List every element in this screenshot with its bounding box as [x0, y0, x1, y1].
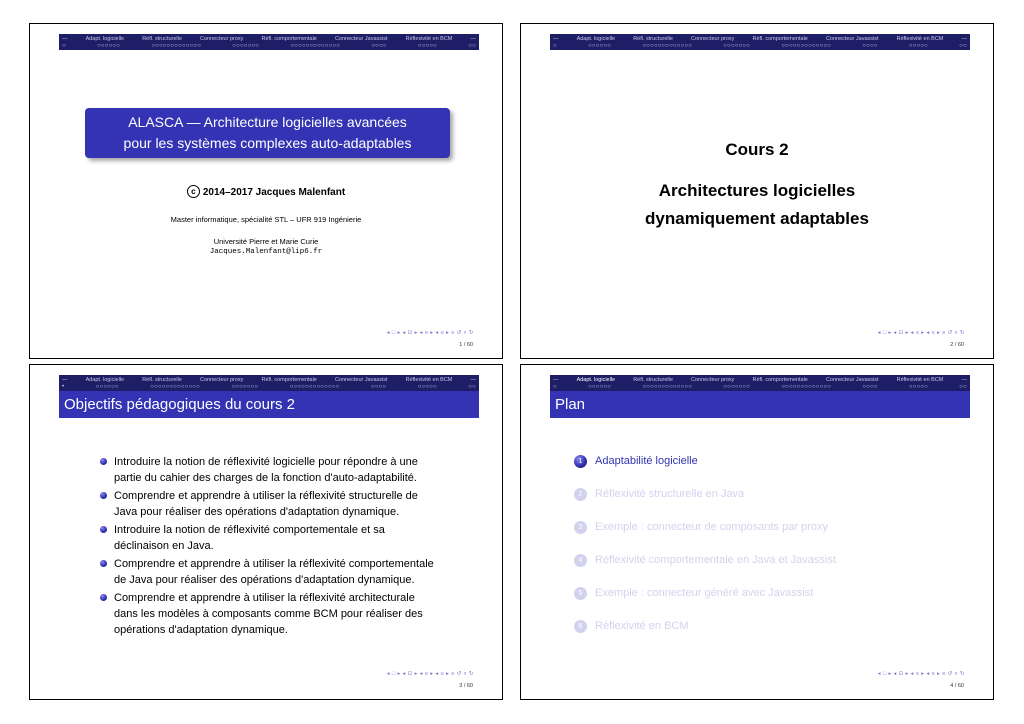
list-item: Comprendre et apprendre à utiliser la réflexivité structurelle de Java pour réaliser des opérations d'adaptation dynamique. [100, 488, 440, 520]
university: Université Pierre et Marie Curie [213, 237, 319, 246]
nav-section-refl-struct[interactable]: Réfl. structurelle [142, 377, 182, 383]
copyright-icon: c [187, 185, 200, 198]
nav-section-proxy[interactable]: Connecteur proxy [200, 36, 244, 42]
list-item: Introduire la notion de réflexivité comportementale et sa déclinaison en Java. [100, 522, 440, 554]
beamer-nav-icons[interactable]: ◂ □ ▸ ◂ ⊡ ▸ ◂ ≡ ▸ ◂ ≡ ▸ ≡ ↺ ⌕ ↻ [386, 330, 474, 336]
section-number-icon: 5 [574, 587, 587, 600]
nav-section-bcm[interactable]: Réflexivité en BCM [896, 377, 944, 383]
slide-3 [29, 364, 503, 700]
nav-section-end[interactable]: — [961, 377, 967, 383]
section-number-icon: 4 [574, 554, 587, 567]
bullet-icon [100, 458, 107, 465]
nav-progress-dots: ○ ○○○○○○ ○○○○○○○○○○○○○ ○○○○○○○ ○○○○○○○○○○○○○ ○○○○ ○○○○○ ○○ [62, 43, 476, 49]
plan-item-reflexivite-structurelle[interactable]: 2 Réflexivité structurelle en Java [574, 488, 836, 521]
nav-section-refl-struct[interactable]: Réfl. structurelle [633, 36, 673, 42]
nav-section-refl-comp[interactable]: Réfl. comportementale [261, 36, 317, 42]
plan-item-connecteur-javassist[interactable]: 5 Exemple : connecteur généré avec Javassist [574, 587, 836, 620]
plan-item-connecteur-proxy[interactable]: 3 Exemple : connecteur de composants par proxy [574, 521, 836, 554]
plan-item-reflexivite-bcm[interactable]: 6 Réflexivité en BCM [574, 620, 836, 653]
nav-section-bcm[interactable]: Réflexivité en BCM [405, 377, 453, 383]
beamer-nav-icons[interactable]: ◂ □ ▸ ◂ ⊡ ▸ ◂ ≡ ▸ ◂ ≡ ▸ ≡ ↺ ⌕ ↻ [877, 671, 965, 677]
nav-section-proxy[interactable]: Connecteur proxy [691, 36, 735, 42]
nav-bar [550, 375, 970, 391]
nav-bar [550, 34, 970, 50]
nav-progress-dots: • ○○○○○○ ○○○○○○○○○○○○○ ○○○○○○○ ○○○○○○○○○○○○○ ○○○○ ○○○○○ ○○ [62, 384, 476, 390]
slide-4 [520, 364, 994, 700]
nav-section-javassist[interactable]: Connecteur Javassist [825, 36, 879, 42]
list-item: Comprendre et apprendre à utiliser la réflexivité architecturale dans les modèles à composants comme BCM pour réaliser des opérations d'adaptation dynamique. [100, 590, 440, 638]
page-number: 2 / 60 [950, 342, 964, 348]
nav-section-refl-struct[interactable]: Réfl. structurelle [633, 377, 673, 383]
nav-section-home[interactable]: — [553, 36, 559, 42]
nav-section-javassist[interactable]: Connecteur Javassist [334, 36, 388, 42]
list-item: Comprendre et apprendre à utiliser la réflexivité comportementale de Java pour réaliser des opérations d'adaptation dynamique. [100, 556, 440, 588]
nav-section-end[interactable]: — [961, 36, 967, 42]
nav-section-home[interactable]: — [62, 377, 68, 383]
nav-section-home[interactable]: — [553, 377, 559, 383]
nav-section-refl-struct[interactable]: Réfl. structurelle [142, 36, 182, 42]
nav-section-adapt[interactable]: Adapt. logicielle [576, 377, 616, 383]
nav-bar [59, 375, 479, 391]
nav-section-refl-comp[interactable]: Réfl. comportementale [261, 377, 317, 383]
course-title-line-2: dynamiquement adaptables [645, 209, 869, 228]
university-block [30, 236, 502, 258]
slide-1 [29, 23, 503, 359]
slide-2 [520, 23, 994, 359]
title-box [85, 108, 450, 158]
frame-title: Objectifs pédagogiques du cours 2 [59, 391, 479, 418]
bullet-icon [100, 526, 107, 533]
nav-progress-dots: ○ ○○○○○○ ○○○○○○○○○○○○○ ○○○○○○○ ○○○○○○○○○○○○○ ○○○○ ○○○○○ ○○ [553, 384, 967, 390]
institute: Master informatique, spécialité STL – UFR 919 Ingénierie [170, 215, 362, 224]
bullet-icon [100, 594, 107, 601]
section-number-icon: 1 [574, 455, 587, 468]
nav-section-bcm[interactable]: Réflexivité en BCM [896, 36, 944, 42]
plan-item-reflexivite-comportementale[interactable]: 4 Réflexivité comportementale en Java et Javassist [574, 554, 836, 587]
nav-section-proxy[interactable]: Connecteur proxy [200, 377, 244, 383]
nav-progress-dots: ○ ○○○○○○ ○○○○○○○○○○○○○ ○○○○○○○ ○○○○○○○○○○○○○ ○○○○ ○○○○○ ○○ [553, 43, 967, 49]
nav-section-refl-comp[interactable]: Réfl. comportementale [752, 377, 808, 383]
section-number-icon: 2 [574, 488, 587, 501]
section-number-icon: 6 [574, 620, 587, 633]
page-number: 4 / 60 [950, 683, 964, 689]
bullet-icon [100, 492, 107, 499]
email[interactable]: Jacques.Malenfant@lip6.fr [209, 248, 323, 256]
objectives-list [100, 454, 440, 640]
author-text: 2014–2017 Jacques Malenfant [202, 187, 346, 198]
page-number: 3 / 60 [459, 683, 473, 689]
beamer-nav-icons[interactable]: ◂ □ ▸ ◂ ⊡ ▸ ◂ ≡ ▸ ◂ ≡ ▸ ≡ ↺ ⌕ ↻ [877, 330, 965, 336]
nav-section-adapt[interactable]: Adapt. logicielle [576, 36, 616, 42]
bullet-icon [100, 560, 107, 567]
plan-list [574, 455, 836, 653]
nav-section-javassist[interactable]: Connecteur Javassist [334, 377, 388, 383]
nav-section-adapt[interactable]: Adapt. logicielle [85, 36, 125, 42]
nav-section-javassist[interactable]: Connecteur Javassist [825, 377, 879, 383]
nav-section-end[interactable]: — [470, 377, 476, 383]
title-line-2: pour les systèmes complexes auto-adaptables [123, 135, 412, 151]
plan-item-adaptabilite[interactable]: 1 Adaptabilité logicielle [574, 455, 836, 488]
nav-section-adapt[interactable]: Adapt. logicielle [85, 377, 125, 383]
nav-section-bcm[interactable]: Réflexivité en BCM [405, 36, 453, 42]
beamer-nav-icons[interactable]: ◂ □ ▸ ◂ ⊡ ▸ ◂ ≡ ▸ ◂ ≡ ▸ ≡ ↺ ⌕ ↻ [386, 671, 474, 677]
course-title-line-1: Architectures logicielles [658, 181, 856, 200]
nav-section-proxy[interactable]: Connecteur proxy [691, 377, 735, 383]
author [30, 185, 502, 198]
nav-bar [59, 34, 479, 50]
nav-section-home[interactable]: — [62, 36, 68, 42]
nav-section-refl-comp[interactable]: Réfl. comportementale [752, 36, 808, 42]
title-line-1: ALASCA — Architecture logicielles avancées [128, 114, 407, 130]
course-number: Cours 2 [725, 140, 789, 159]
list-item: Introduire la notion de réflexivité logicielle pour répondre à une partie du cahier des charges de la fonction d'auto-adaptabilité. [100, 454, 440, 486]
nav-section-end[interactable]: — [470, 36, 476, 42]
section-number-icon: 3 [574, 521, 587, 534]
frame-title: Plan [550, 391, 970, 418]
page-number: 1 / 60 [459, 342, 473, 348]
